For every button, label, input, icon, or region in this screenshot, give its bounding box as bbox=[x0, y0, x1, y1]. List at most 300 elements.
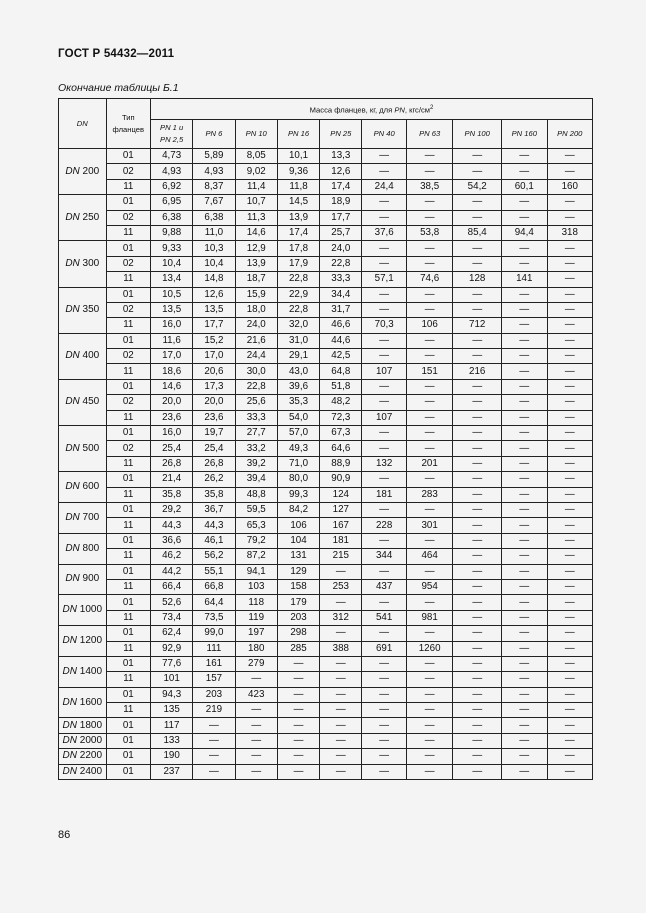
mass-value-cell: — bbox=[502, 749, 547, 764]
mass-value-cell: — bbox=[362, 349, 406, 364]
mass-value-cell: 117 bbox=[150, 718, 192, 733]
mass-value-cell: 981 bbox=[406, 610, 453, 625]
mass-value-cell: — bbox=[235, 733, 277, 748]
mass-value-cell: — bbox=[406, 764, 453, 779]
mass-value-cell: 111 bbox=[193, 641, 235, 656]
pn-first-line1: PN 1 и bbox=[160, 123, 184, 132]
mass-value-cell: 14,5 bbox=[277, 195, 319, 210]
mass-value-cell: 84,2 bbox=[277, 502, 319, 517]
dn-prefix: DN bbox=[62, 604, 77, 616]
flange-type-cell: 01 bbox=[106, 333, 150, 348]
dn-prefix: DN bbox=[62, 665, 77, 677]
mass-value-cell: 11,3 bbox=[235, 210, 277, 225]
mass-value-cell: — bbox=[453, 379, 502, 394]
mass-value-cell: 36,6 bbox=[150, 533, 192, 548]
flange-type-cell: 01 bbox=[106, 379, 150, 394]
page-number: 86 bbox=[58, 829, 71, 841]
mass-value-cell: — bbox=[502, 718, 547, 733]
mass-value-cell: — bbox=[320, 718, 362, 733]
mass-value-cell: 20,0 bbox=[193, 395, 235, 410]
mass-value-cell: 344 bbox=[362, 549, 406, 564]
mass-value-cell: — bbox=[320, 764, 362, 779]
mass-value-cell: 24,4 bbox=[235, 349, 277, 364]
mass-value-cell: 73,4 bbox=[150, 610, 192, 625]
mass-value-cell: — bbox=[406, 749, 453, 764]
mass-value-cell: — bbox=[277, 749, 319, 764]
mass-value-cell: 48,2 bbox=[320, 395, 362, 410]
table-row bbox=[59, 656, 593, 671]
flange-type-cell: 02 bbox=[106, 349, 150, 364]
mass-value-cell: 44,3 bbox=[193, 518, 235, 533]
table-row bbox=[59, 426, 593, 441]
mass-value-cell: 160 bbox=[547, 179, 593, 194]
mass-value-cell: 73,5 bbox=[193, 610, 235, 625]
mass-value-cell: 10,7 bbox=[235, 195, 277, 210]
mass-value-cell: — bbox=[453, 549, 502, 564]
flange-type-cell: 11 bbox=[106, 318, 150, 333]
dn-prefix: DN bbox=[65, 396, 80, 408]
mass-value-cell: 29,2 bbox=[150, 502, 192, 517]
mass-value-cell: 312 bbox=[320, 610, 362, 625]
dn-cell: DN 700 bbox=[59, 502, 107, 533]
pn-column-header: PN 25 bbox=[320, 120, 362, 149]
dn-cell: DN 200 bbox=[59, 149, 107, 195]
mass-value-cell: — bbox=[453, 703, 502, 718]
mass-value-cell: 318 bbox=[547, 225, 593, 240]
mass-value-cell: — bbox=[502, 610, 547, 625]
mass-value-cell: — bbox=[406, 687, 453, 702]
mass-value-cell: 22,8 bbox=[235, 379, 277, 394]
dn-prefix: DN bbox=[65, 257, 80, 269]
mass-value-cell: 16,0 bbox=[150, 318, 192, 333]
mass-value-cell: — bbox=[362, 502, 406, 517]
mass-value-cell: 4,93 bbox=[150, 164, 192, 179]
mass-value-cell: — bbox=[502, 533, 547, 548]
mass-value-cell: — bbox=[320, 749, 362, 764]
mass-value-cell: — bbox=[277, 687, 319, 702]
mass-value-cell: 25,4 bbox=[150, 441, 192, 456]
mass-value-cell: 24,0 bbox=[235, 318, 277, 333]
table-row bbox=[59, 272, 593, 287]
pn-1-2-5-header bbox=[150, 120, 192, 149]
mass-value-cell: 15,9 bbox=[235, 287, 277, 302]
mass-value-cell: — bbox=[502, 256, 547, 271]
flange-type-cell: 01 bbox=[106, 764, 150, 779]
mass-value-cell: 34,4 bbox=[320, 287, 362, 302]
flange-type-cell: 11 bbox=[106, 225, 150, 240]
mass-value-cell: 20,6 bbox=[193, 364, 235, 379]
table-row bbox=[59, 487, 593, 502]
mass-value-cell: — bbox=[406, 287, 453, 302]
mass-value-cell: — bbox=[502, 241, 547, 256]
mass-value-cell: 20,0 bbox=[150, 395, 192, 410]
mass-value-cell: 181 bbox=[362, 487, 406, 502]
mass-value-cell: — bbox=[502, 626, 547, 641]
mass-value-cell: 11,6 bbox=[150, 333, 192, 348]
mass-value-cell: — bbox=[547, 149, 593, 164]
mass-value-cell: 46,1 bbox=[193, 533, 235, 548]
mass-value-cell: — bbox=[453, 164, 502, 179]
mass-value-cell: 31,7 bbox=[320, 302, 362, 317]
mass-value-cell: — bbox=[547, 487, 593, 502]
dn-prefix: DN bbox=[62, 735, 77, 747]
dn-prefix: DN bbox=[65, 350, 80, 362]
mass-value-cell: — bbox=[320, 687, 362, 702]
mass-value-cell: — bbox=[362, 533, 406, 548]
mass-value-cell: 161 bbox=[193, 656, 235, 671]
mass-value-cell: — bbox=[547, 318, 593, 333]
mass-value-cell: — bbox=[362, 395, 406, 410]
mass-value-cell: 106 bbox=[277, 518, 319, 533]
mass-value-cell: — bbox=[502, 410, 547, 425]
flange-type-cell: 11 bbox=[106, 518, 150, 533]
flange-mass-table bbox=[58, 98, 593, 780]
mass-value-cell: 17,7 bbox=[320, 210, 362, 225]
mass-value-cell: — bbox=[362, 764, 406, 779]
mass-value-cell: — bbox=[453, 533, 502, 548]
mass-value-cell: — bbox=[320, 733, 362, 748]
mass-value-cell: — bbox=[362, 441, 406, 456]
mass-value-cell: — bbox=[547, 656, 593, 671]
dn-cell: DN 2200 bbox=[59, 749, 107, 764]
mass-value-cell: 46,2 bbox=[150, 549, 192, 564]
mass-value-cell: 51,8 bbox=[320, 379, 362, 394]
mass-value-cell: 66,4 bbox=[150, 579, 192, 594]
mass-value-cell: 94,1 bbox=[235, 564, 277, 579]
dn-column-header: DN bbox=[59, 99, 107, 149]
mass-value-cell: 88,9 bbox=[320, 456, 362, 471]
mass-value-cell: — bbox=[362, 149, 406, 164]
mass-value-cell: 60,1 bbox=[502, 179, 547, 194]
flange-type-cell: 02 bbox=[106, 302, 150, 317]
mass-value-cell: 37,6 bbox=[362, 225, 406, 240]
mass-value-cell: 11,0 bbox=[193, 225, 235, 240]
dn-prefix: DN bbox=[62, 750, 77, 762]
table-row bbox=[59, 549, 593, 564]
mass-value-cell: 201 bbox=[406, 456, 453, 471]
mass-value-cell: 7,67 bbox=[193, 195, 235, 210]
mass-value-cell: — bbox=[547, 549, 593, 564]
table-row bbox=[59, 626, 593, 641]
mass-value-cell: 203 bbox=[277, 610, 319, 625]
table-row bbox=[59, 764, 593, 779]
mass-value-cell: — bbox=[453, 149, 502, 164]
pn-column-header: PN 160 bbox=[502, 120, 547, 149]
mass-value-cell: 283 bbox=[406, 487, 453, 502]
mass-value-cell: — bbox=[453, 395, 502, 410]
mass-value-cell: 6,92 bbox=[150, 179, 192, 194]
mass-value-cell: 141 bbox=[502, 272, 547, 287]
dn-cell: DN 450 bbox=[59, 379, 107, 425]
dn-prefix: DN bbox=[62, 635, 77, 646]
mass-value-cell: — bbox=[547, 749, 593, 764]
flange-type-cell: 11 bbox=[106, 364, 150, 379]
mass-value-cell: — bbox=[502, 318, 547, 333]
mass-value-cell: — bbox=[362, 703, 406, 718]
mass-value-cell: 6,95 bbox=[150, 195, 192, 210]
mass-value-cell: 13,4 bbox=[150, 272, 192, 287]
flange-type-cell: 11 bbox=[106, 410, 150, 425]
mass-value-cell: — bbox=[320, 656, 362, 671]
dn-prefix: DN bbox=[65, 573, 80, 585]
mass-value-cell: — bbox=[320, 564, 362, 579]
flange-type-cell: 01 bbox=[106, 718, 150, 733]
mass-value-cell: 14,6 bbox=[150, 379, 192, 394]
mass-value-cell: — bbox=[406, 302, 453, 317]
table-row bbox=[59, 533, 593, 548]
mass-value-cell: — bbox=[502, 518, 547, 533]
mass-value-cell: — bbox=[406, 626, 453, 641]
mass-value-cell: — bbox=[547, 256, 593, 271]
mass-value-cell: 219 bbox=[193, 703, 235, 718]
mass-value-cell: — bbox=[235, 749, 277, 764]
mass-value-cell: 118 bbox=[235, 595, 277, 610]
mass-value-cell: — bbox=[453, 487, 502, 502]
mass-value-cell: 62,4 bbox=[150, 626, 192, 641]
mass-value-cell: 132 bbox=[362, 456, 406, 471]
mass-value-cell: — bbox=[453, 610, 502, 625]
mass-value-cell: — bbox=[406, 672, 453, 687]
mass-value-cell: 35,3 bbox=[277, 395, 319, 410]
mass-value-cell: 464 bbox=[406, 549, 453, 564]
mass-value-cell: — bbox=[502, 502, 547, 517]
mass-value-cell: 32,0 bbox=[277, 318, 319, 333]
mass-value-cell: — bbox=[453, 672, 502, 687]
mass-value-cell: — bbox=[453, 749, 502, 764]
dn-cell: DN 600 bbox=[59, 472, 107, 503]
table-row bbox=[59, 318, 593, 333]
table-row bbox=[59, 672, 593, 687]
flange-type-cell: 01 bbox=[106, 195, 150, 210]
mass-value-cell: — bbox=[547, 518, 593, 533]
mass-value-cell: — bbox=[406, 703, 453, 718]
mass-value-cell: 129 bbox=[277, 564, 319, 579]
mass-value-cell: 24,0 bbox=[320, 241, 362, 256]
mass-value-cell: — bbox=[547, 472, 593, 487]
mass-value-cell: — bbox=[453, 256, 502, 271]
mass-value-cell: 13,9 bbox=[277, 210, 319, 225]
mass-value-cell: 17,3 bbox=[193, 379, 235, 394]
mass-value-cell: 33,3 bbox=[235, 410, 277, 425]
mass-value-cell: 101 bbox=[150, 672, 192, 687]
mass-value-cell: 6,38 bbox=[193, 210, 235, 225]
flange-type-cell: 01 bbox=[106, 687, 150, 702]
table-row bbox=[59, 687, 593, 702]
mass-value-cell: — bbox=[547, 441, 593, 456]
mass-value-cell: — bbox=[320, 672, 362, 687]
mass-value-cell: — bbox=[406, 379, 453, 394]
mass-value-cell: — bbox=[193, 718, 235, 733]
mass-value-cell: 29,1 bbox=[277, 349, 319, 364]
dn-cell: DN 900 bbox=[59, 564, 107, 595]
mass-value-cell: — bbox=[406, 564, 453, 579]
mass-value-cell: 10,4 bbox=[150, 256, 192, 271]
mass-value-cell: 12,9 bbox=[235, 241, 277, 256]
table-row bbox=[59, 718, 593, 733]
flange-type-cell: 01 bbox=[106, 749, 150, 764]
mass-value-cell: — bbox=[502, 287, 547, 302]
flange-type-cell: 01 bbox=[106, 656, 150, 671]
flange-type-cell: 01 bbox=[106, 287, 150, 302]
flange-type-cell: 01 bbox=[106, 502, 150, 517]
flange-type-cell: 02 bbox=[106, 441, 150, 456]
mass-value-cell: — bbox=[547, 456, 593, 471]
mass-value-cell: 55,1 bbox=[193, 564, 235, 579]
mass-value-cell: — bbox=[406, 333, 453, 348]
dn-prefix: DN bbox=[62, 719, 77, 731]
mass-value-cell: — bbox=[406, 533, 453, 548]
table-row bbox=[59, 595, 593, 610]
mass-value-cell: — bbox=[406, 426, 453, 441]
mass-value-cell: 49,3 bbox=[277, 441, 319, 456]
flange-type-cell: 11 bbox=[106, 610, 150, 625]
table-row bbox=[59, 302, 593, 317]
mass-value-cell: — bbox=[362, 241, 406, 256]
mass-value-cell: 99,0 bbox=[193, 626, 235, 641]
flange-type-cell: 02 bbox=[106, 210, 150, 225]
mass-value-cell: — bbox=[406, 733, 453, 748]
mass-value-cell: 4,93 bbox=[193, 164, 235, 179]
mass-value-cell: — bbox=[453, 656, 502, 671]
mass-value-cell: 26,2 bbox=[193, 472, 235, 487]
mass-value-cell: — bbox=[502, 395, 547, 410]
mass-value-cell: 94,3 bbox=[150, 687, 192, 702]
mass-value-cell: 14,8 bbox=[193, 272, 235, 287]
mass-value-cell: — bbox=[277, 764, 319, 779]
mass-value-cell: — bbox=[362, 595, 406, 610]
table-row bbox=[59, 210, 593, 225]
mass-value-cell: 216 bbox=[453, 364, 502, 379]
mass-value-cell: — bbox=[453, 241, 502, 256]
mass-value-cell: 127 bbox=[320, 502, 362, 517]
mass-value-cell: — bbox=[453, 595, 502, 610]
mass-value-cell: — bbox=[362, 687, 406, 702]
mass-value-cell: — bbox=[502, 349, 547, 364]
mass-value-cell: — bbox=[547, 426, 593, 441]
mass-value-cell: 279 bbox=[235, 656, 277, 671]
mass-value-cell: 85,4 bbox=[453, 225, 502, 240]
mass-value-cell: — bbox=[547, 703, 593, 718]
mass-value-cell: 541 bbox=[362, 610, 406, 625]
mass-value-cell: 25,6 bbox=[235, 395, 277, 410]
mass-value-cell: — bbox=[193, 733, 235, 748]
mass-value-cell: — bbox=[362, 472, 406, 487]
mass-value-cell: 301 bbox=[406, 518, 453, 533]
mass-value-cell: 80,0 bbox=[277, 472, 319, 487]
flange-type-cell: 01 bbox=[106, 626, 150, 641]
mass-value-cell: 103 bbox=[235, 579, 277, 594]
mass-value-cell: 9,33 bbox=[150, 241, 192, 256]
type-column-header bbox=[106, 99, 150, 149]
mass-value-cell: 16,0 bbox=[150, 426, 192, 441]
table-row bbox=[59, 518, 593, 533]
mass-value-cell: — bbox=[502, 472, 547, 487]
mass-value-cell: 128 bbox=[453, 272, 502, 287]
mass-value-cell: — bbox=[502, 302, 547, 317]
mass-value-cell: 17,4 bbox=[277, 225, 319, 240]
mass-value-cell: — bbox=[547, 672, 593, 687]
flange-type-cell: 01 bbox=[106, 472, 150, 487]
mass-value-cell: — bbox=[502, 487, 547, 502]
mass-value-cell: 22,9 bbox=[277, 287, 319, 302]
mass-value-cell: — bbox=[362, 656, 406, 671]
mass-value-cell: 253 bbox=[320, 579, 362, 594]
mass-value-cell: — bbox=[406, 149, 453, 164]
mass-value-cell: 12,6 bbox=[320, 164, 362, 179]
mass-value-cell: 64,4 bbox=[193, 595, 235, 610]
mass-value-cell: — bbox=[502, 703, 547, 718]
mass-value-cell: 74,6 bbox=[406, 272, 453, 287]
flange-type-cell: 01 bbox=[106, 426, 150, 441]
mass-value-cell: 87,2 bbox=[235, 549, 277, 564]
mass-value-cell: 11,8 bbox=[277, 179, 319, 194]
dn-prefix: DN bbox=[65, 304, 80, 316]
flange-type-cell: 11 bbox=[106, 579, 150, 594]
flange-type-cell: 01 bbox=[106, 241, 150, 256]
mass-value-cell: — bbox=[277, 672, 319, 687]
dn-prefix: DN bbox=[65, 511, 80, 523]
mass-value-cell: 48,8 bbox=[235, 487, 277, 502]
mass-value-cell: 56,2 bbox=[193, 549, 235, 564]
mass-value-cell: 39,2 bbox=[235, 456, 277, 471]
mass-value-cell: 10,1 bbox=[277, 149, 319, 164]
mass-value-cell: 119 bbox=[235, 610, 277, 625]
mass-value-cell: — bbox=[406, 210, 453, 225]
mass-value-cell: 107 bbox=[362, 364, 406, 379]
mass-value-cell: — bbox=[547, 333, 593, 348]
pn-column-header: PN 100 bbox=[453, 120, 502, 149]
mass-value-cell: 26,8 bbox=[193, 456, 235, 471]
mass-value-cell: — bbox=[453, 195, 502, 210]
mass-value-cell: — bbox=[362, 626, 406, 641]
mass-value-cell: — bbox=[547, 210, 593, 225]
mass-value-cell: 39,4 bbox=[235, 472, 277, 487]
mass-value-cell: — bbox=[453, 626, 502, 641]
mass-value-cell: — bbox=[362, 564, 406, 579]
mass-value-cell: — bbox=[547, 302, 593, 317]
table-row bbox=[59, 502, 593, 517]
mass-value-cell: — bbox=[453, 210, 502, 225]
mass-value-cell: — bbox=[547, 410, 593, 425]
mass-value-cell: 9,36 bbox=[277, 164, 319, 179]
mass-value-cell: 437 bbox=[362, 579, 406, 594]
mass-value-cell: 180 bbox=[235, 641, 277, 656]
mass-value-cell: — bbox=[193, 749, 235, 764]
mass-value-cell: — bbox=[453, 349, 502, 364]
table-row bbox=[59, 149, 593, 164]
mass-value-cell: — bbox=[547, 379, 593, 394]
mass-group-header bbox=[150, 99, 592, 120]
pn-column-header: PN 40 bbox=[362, 120, 406, 149]
mass-value-cell: 25,7 bbox=[320, 225, 362, 240]
mass-value-cell: — bbox=[406, 502, 453, 517]
mass-value-cell: — bbox=[547, 287, 593, 302]
flange-type-cell: 11 bbox=[106, 641, 150, 656]
pn-column-header: PN 200 bbox=[547, 120, 593, 149]
flange-type-cell: 02 bbox=[106, 395, 150, 410]
dn-cell: DN 300 bbox=[59, 241, 107, 287]
dn-prefix: DN bbox=[65, 481, 80, 493]
flange-type-cell: 01 bbox=[106, 595, 150, 610]
mass-value-cell: — bbox=[406, 718, 453, 733]
mass-value-cell: 26,8 bbox=[150, 456, 192, 471]
mass-value-cell: — bbox=[502, 595, 547, 610]
mass-value-cell: — bbox=[547, 395, 593, 410]
flange-type-cell: 11 bbox=[106, 487, 150, 502]
mass-value-cell: 8,37 bbox=[193, 179, 235, 194]
mass-value-cell: — bbox=[502, 379, 547, 394]
mass-value-cell: 67,3 bbox=[320, 426, 362, 441]
